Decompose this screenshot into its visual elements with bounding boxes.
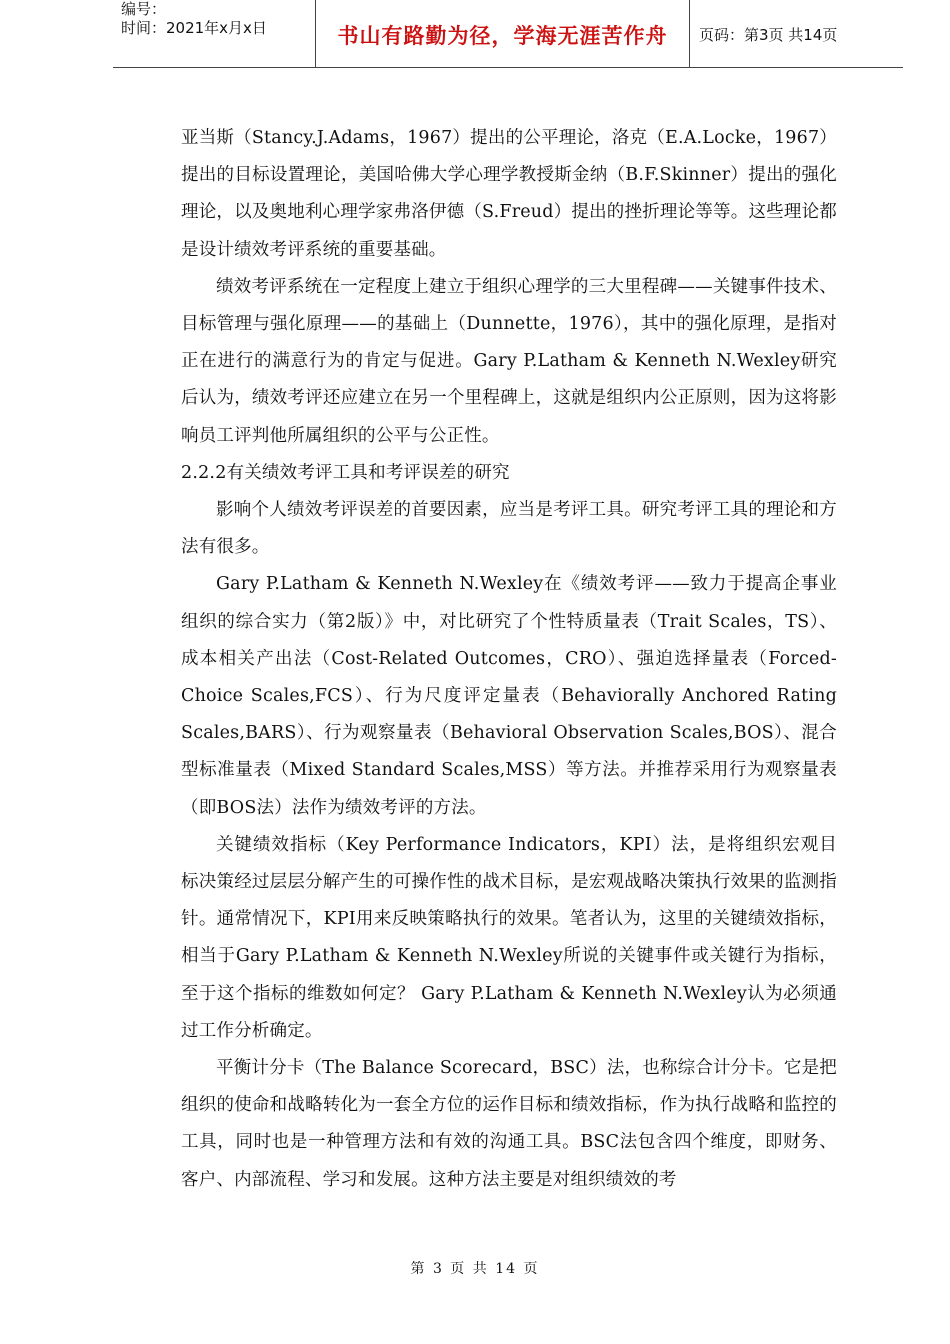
document-body [181,120,837,1199]
page-footer: 第 3 页 共 14 页 [410,1261,540,1277]
header-meta-cell [113,0,316,68]
document-number-label: 编号： [121,0,167,18]
header-motto: 书山有路勤为径，学海无涯苦作舟 [337,24,668,48]
section-heading-2-2-2: 2.2.2有关绩效考评工具和考评误差的研究 [181,462,510,483]
paragraph-milestones: 绩效考评系统在一定程度上建立于组织心理学的三大里程碑——关键事件技术、目标管理与强化原理——的基础上（Dunnette，1976），其中的强化原理，是指对正在进行的满意行为的肯定与促进。Gary P.Latham & Kenneth N.Wexley研究后认为，绩效考评还应建立在另一个里程碑上，这就是组织内公正原则，因为这将影响员工评判他所属组织的公平与公正性。 [181,276,837,446]
header-motto-cell [316,0,690,68]
paragraph-kpi: 关键绩效指标（Key Performance Indicators，KPI）法，是将组织宏观目标决策经过层层分解产生的可操作性的战术目标，是宏观战略决策执行效果的监测指针。通常情况下，KPI用来反映策略执行的效果。笔者认为，这里的关键绩效指标，相当于Gary P.Latham & Kenneth N.Wexley所说的关键事件或关键行为指标，至于这个指标的维数如何定？ Gary P.Latham & Kenneth N.Wexley认为必须通过工作分析确定。 [181,834,837,1041]
paragraph-theories: 亚当斯（Stancy.J.Adams，1967）提出的公平理论，洛克（E.A.Locke，1967）提出的目标设置理论，美国哈佛大学心理学教授斯金纳（B.F.Skinner）提出的强化理论，以及奥地利心理学家弗洛伊德（S.Freud）提出的挫折理论等等。这些理论都是设计绩效考评系统的重要基础。 [181,128,837,260]
header-page-cell [690,0,903,68]
paragraph-scales-comparison: Gary P.Latham & Kenneth N.Wexley在《绩效考评——致力于提高企事业组织的综合实力（第2版）》中，对比研究了个性特质量表（Trait Scales，TS）、成本相关产出法（Cost-Related Outcomes，CRO）、强迫选择量表（Forced-Choice Scales,FCS）、行为尺度评定量表（Behaviorally Anchored Rating Scales,BARS）、行为观察量表（Behavioral Observation Scales,BOS）、混合型标准量表（Mixed Standard Scales,MSS）等方法。并推荐采用行为观察量表（即BOS法）法作为绩效考评的方法。 [181,574,837,818]
page-header [113,0,903,68]
header-page-info: 页码：第3页 共14页 [699,25,838,44]
document-time-label: 时间：2021年x月x日 [121,19,267,37]
paragraph-tools-intro: 影响个人绩效考评误差的首要因素，应当是考评工具。研究考评工具的理论和方法有很多。 [181,500,837,558]
paragraph-bsc: 平衡计分卡（The Balance Scorecard，BSC）法，也称综合计分卡。它是把组织的使命和战略转化为一套全方位的运作目标和绩效指标，作为执行战略和监控的工具，同时也是一种管理方法和有效的沟通工具。BSC法包含四个维度，即财务、客户、内部流程、学习和发展。这种方法主要是对组织绩效的考 [181,1058,837,1190]
